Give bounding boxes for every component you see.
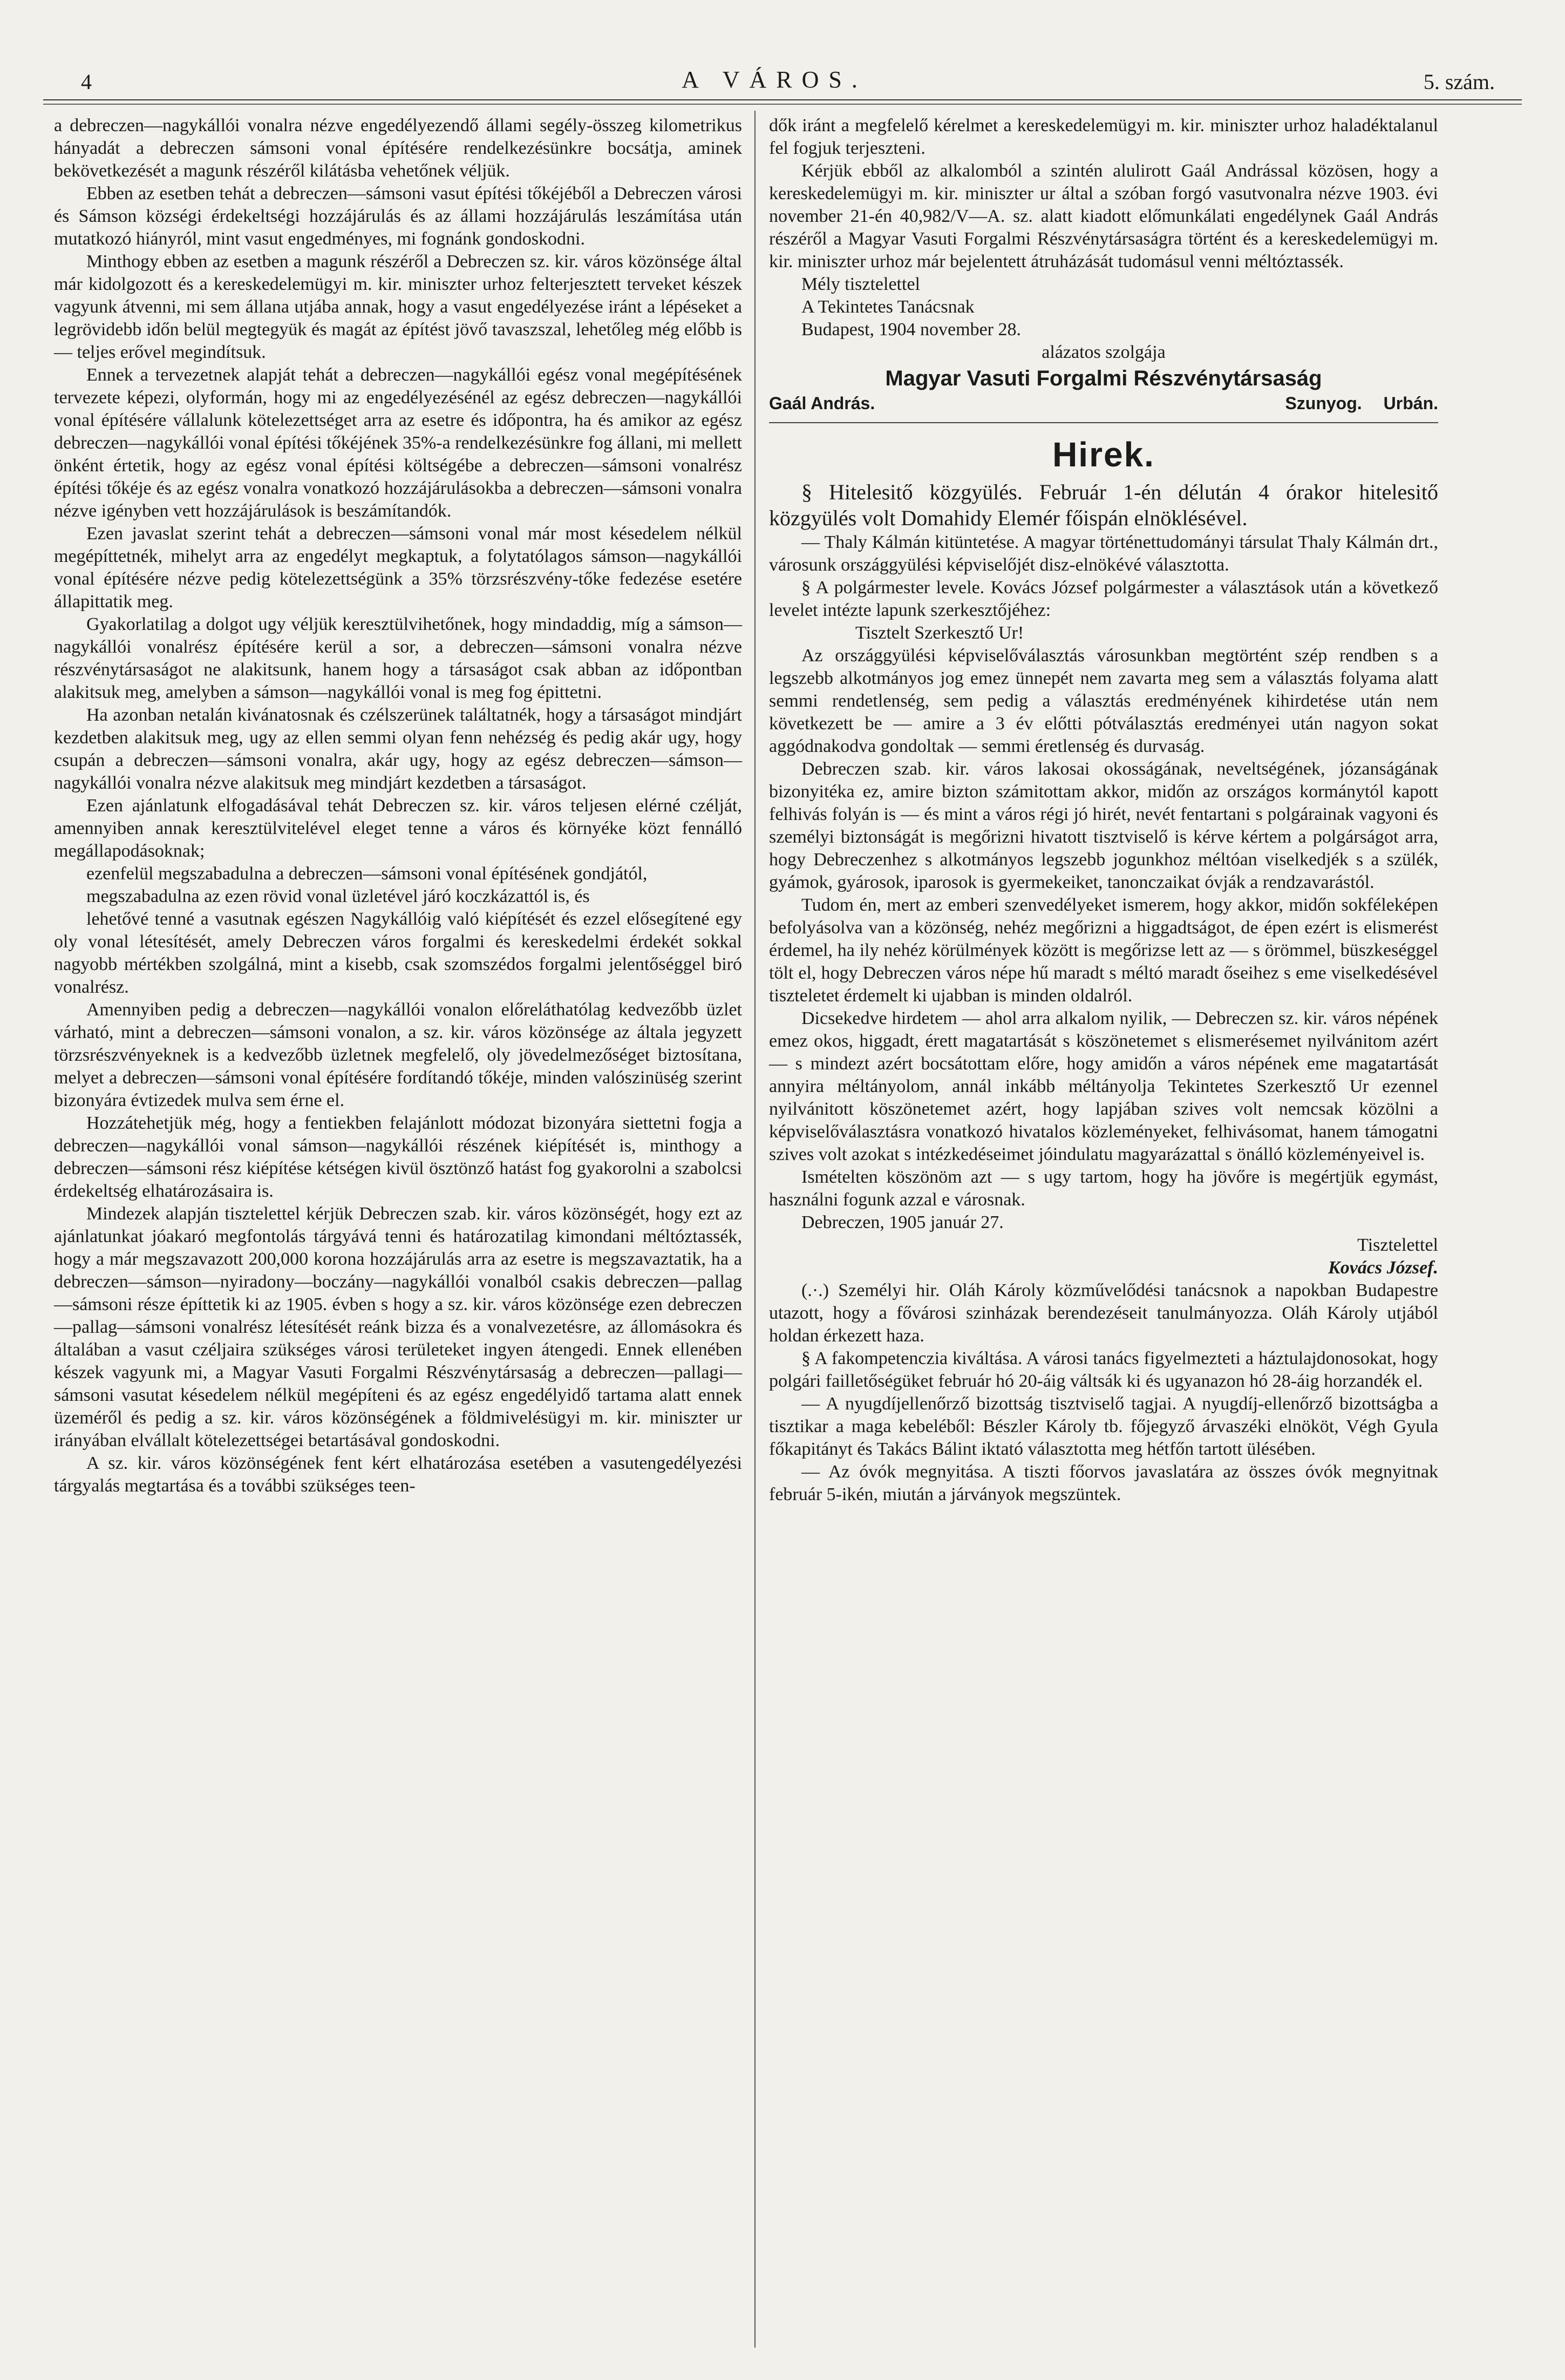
letter-paragraph: Az országgyülési képviselőválasztás városunkban megtörtént szép rendben s a legszebb alkotmányos jog emez ünnepét nem zavarta meg sem a választás folyama alatt semmi rendetlenség, sem pedig a választás eredményének kihirdetése után nem következett be — amire a 3 év előtti pótválasztás eredményei után nagyon sokat aggódnakodva gondoltak — semmi éretlenség és durvaság.	[769, 646, 1438, 756]
signer-name: Szunyog.	[1285, 394, 1362, 413]
page-header	[43, 64, 1506, 101]
issue-number: 5. szám.	[1423, 70, 1495, 94]
paragraph: Kérjük ebből az alkalomból a szintén alulirott Gaál Andrással közösen, hogy a kereskedelemügyi m. kir. miniszter ur által a szóban forgó vasutvonalra nézve 1903. évi november 21-én 40,982/V—A. sz. alatt kiadott előmunkálati engedélynek Gaál András részéről a Magyar Vasuti Forgalmi Részvénytársaságra történt és a kereskedelemügyi m. kir. miniszter urhoz már bejelentett átruházását tudomásul venni méltóztassék.	[769, 161, 1438, 272]
salutation: Mély tisztelettel	[801, 274, 920, 294]
paragraph: lehetővé tenné a vasutnak egészen Nagykállóig való kiépítését és ezzel elősegítené egy oly vonal létesítését, amely Debreczen város forgalmi és kereskedelmi érdekét sokkal nagyobb mértékben szolgálná, mint a kisebb, csak szomszédos forgalmi jelentőséggel biró vonalrész.	[54, 909, 742, 997]
paragraph: Amennyiben pedig a debreczen—nagykállói vonalon előreláthatólag kedvezőbb üzlet várható, mint a debreczen—sámsoni vonalon, a sz. kir. város közönsége az általa jegyzett törzsrészvényeknek is a kedvezőbb üzletnek megfelelő, oly jövedelmezőséget biztosítana, melyet a debreczen—sámsoni vonal építésére fordítandó tőkéje, minden valószinüség szerint bizonyára évtizedek mulva sem érne el.	[54, 1000, 742, 1110]
news-item: — Az óvók megnyitása. A tiszti főorvos javaslatára az összes óvók megnyitnak február 5-ikén, miután a járványok megszüntek.	[769, 1462, 1438, 1504]
paragraph: Ezen ajánlatunk elfogadásával tehát Debreczen sz. kir. város teljesen elérné czélját, amennyiben annak keresztülvitelével eleget tenne a város és környéke közt fennálló megállapodásoknak;	[54, 796, 742, 861]
paragraph: megszabadulna az ezen rövid vonal üzletével járó koczkázattól is, és	[86, 886, 590, 906]
letter-paragraph: Tudom én, mert az emberi szenvedélyeket ismerem, hogy akkor, midőn sokféleképen befolyásolva van a közönség, nehéz megőrizni a higgadtságot, de épen ezért is elismerést érdemel, ha ily nehéz körülmények között is megőrizse lett az — s örömmel, büszkeséggel tölt el, hogy Debreczen város népe hű maradt s méltó maradt őseihez s eme viselkedésével tiszteletet érdemelt ki ujabban is minden oldalról.	[769, 895, 1438, 1006]
paragraph: ezenfelül megszabadulna a debreczen—sámsoni vonal építésének gondjától,	[86, 864, 648, 884]
news-item: (.·.) Személyi hir. Oláh Károly közművelődési tanácsnok a napokban Budapestre utazott, hogy a fővárosi szinházak berendezéseit tanulmányozza. Oláh Károly utjából holdan érkezett haza.	[769, 1280, 1438, 1346]
paragraph: Ennek a tervezetnek alapját tehát a debreczen—nagykállói egész vonal megépítésének tervezete képezi, olyformán, hogy mi az engedélyezésénél az egész debreczen—nagykállói vonal építésére vállalunk kötelezettséget arra az esetre és időpontra, ha és amikor az egész debreczen—nagykállói vonal építési tőkéjének 35%-a rendelkezésünkre fog állani, mi mellett önként értetik, hogy az egész vonal építési költségébe a debreczen—sámsoni vonalrész építési tőkéje és az egész vonalra vonatkozó hozzájárulásokba a debreczen—sámsoni vonalra nézve igényben vett hozzájárulások is beszámítandók.	[54, 365, 742, 521]
right-column	[769, 114, 1438, 2348]
letter-signature: Kovács József.	[1328, 1258, 1438, 1278]
paragraph: A sz. kir. város közönségének fent kért elhatározása esetében a vasutengedélyezési tárgyalás megtartása és a további szükséges teen-	[54, 1453, 742, 1496]
paragraph: Ebben az esetben tehát a debreczen—sámsoni vasut építési tőkéjéből a Debreczen városi és Sámson községi érdekeltségi hozzájárulás és az állami hozzájárulás leszámítása után mutatkozó hiányról, mint vasut engedményes, mi fognánk gondoskodni.	[54, 184, 742, 249]
paragraph: Ha azonban netalán kivánatosnak és czélszerünek találtatnék, hogy a társaságot mindjárt kezdetben alakitsuk meg, ugy az ellen semmi olyan fenn nehézség és pedig akár ugy, hogy csupán a debreczen—sámsoni vonalra, akár ugy, hogy az egész debreczen—sámson—nagykállói vonalra nézve alakitsuk meg mindjárt kezdetben a társaságot.	[54, 705, 742, 793]
letter-paragraph: Dicsekedve hirdetem — ahol arra alkalom nyilik, — Debreczen sz. kir. város népének emez okos, higgadt, érett magatartását s köszönetemet s elismerésemet nyilvánitom azért — s mindezt azért bocsátottam előre, hogy amidőn a város népének eme magatartását annyira méltányolom, annál inkább méltányolja Tekintetes Szerkesztő Ur ezennel nyilvánitott köszönetemet azért, hogy lapjában szives volt nemcsak közölni a képviselőválasztásra vonatkozó hivatalos közleményeket, felhivásomat, hanem támogatni szives volt azokat s intézkedéseimet jóindulatu magyarázattal s önálló közleményeivel is.	[769, 1008, 1438, 1164]
news-item: — Thaly Kálmán kitüntetése. A magyar történettudományi társulat Thaly Kálmán drt., városunk országgyülési képviselőjét disz-elnökévé választotta.	[769, 532, 1438, 575]
news-item: § Hitelesitő közgyülés. Február 1-én délután 4 órakor hitelesitő közgyülés volt Domahidy Elemér főispán elnöklésével.	[769, 480, 1438, 530]
news-item: — A nyugdíjellenőrző bizottság tisztviselő tagjai. A nyugdíj-ellenőrző bizottságba a tisztikar a maga kebeléből: Bészler Károly tb. főjegyző árvaszéki elnököt, Végh Gyula főkapitányt és Takács Bálint iktató választotta meg hétfőn tartott ülésében.	[769, 1394, 1438, 1459]
header-rule	[43, 99, 1522, 105]
paragraph: Ezen javaslat szerint tehát a debreczen—sámsoni vonal már most késedelem nélkül megépíttetnék, mihelyt arra az engedélyt megkaptuk, a folytatólagos sámson—nagykállói vonal építésére nézve pedig kötelezettségünk a 35% törzsrészvény-tőke fedezése esetére állapittatik meg.	[54, 524, 742, 612]
recipient: A Tekintetes Tanácsnak	[801, 297, 975, 317]
letter-address: Tisztelt Szerkesztő Ur!	[855, 623, 1024, 643]
paragraph: Hozzátehetjük még, hogy a fentiekben felajánlott módozat bizonyára siettetni fogja a debreczen—nagykállói vonal sámson—nagykállói részének kiépítését is, minthogy a debreczen—sámsoni rész kiépítése kétségen kivül ösztönző hatást fog gyakorolni a szabolcsi érdekeltség elhatározásaira is.	[54, 1113, 742, 1201]
letter-date: Debreczen, 1905 január 27.	[801, 1212, 1004, 1232]
letter-paragraph: Debreczen szab. kir. város lakosai okosságának, neveltségének, józanságának bizonyitéka ez, amire bizton számitottam akkor, midőn az országos kormánytól kapott felhivás folyán is — és mint a város régi jó hirét, nevét fentartani s polgárainak vagyoni és személyi biztonságát is megőrizni hivatott tisztviselő is kérve kértem a polgárságot arra, hogy Debreczenhez s alkotmányos legszebb jogunkhoz méltóan viselkedjék s a szülék, gyámok, gyárosok, iparosok is gyermekeiket, tanonczaikat óvják a rendzavarástól.	[769, 759, 1438, 892]
paragraph: a debreczen—nagykállói vonalra nézve engedélyezendő állami segély-összeg kilometrikus hányadát a debreczen sámsoni vonal építésére rendelkezésünkre bocsátja, aminek bekövetkezését a magunk részéről kilátásba vehetőnek véljük.	[54, 116, 742, 181]
paragraph: Minthogy ebben az esetben a magunk részéről a Debreczen sz. kir. város közönsége által már kidolgozott és a kereskedelemügyi m. kir. miniszter urhoz felterjesztett terveket készek vagyunk átvenni, mi sem állana utjába annak, hogy a vasut engedélyezése iránt a lépéseket a legrövidebb időn belül megtegyük és magát az építést jövő tavaszszal, lehetőleg még előbb is — teljes erővel megindítsuk.	[54, 252, 742, 362]
section-divider	[769, 422, 1438, 423]
column-divider	[754, 111, 756, 2348]
paragraph: dők iránt a megfelelő kérelmet a kereskedelemügyi m. kir. miniszter urhoz haladéktalanul fel fogjuk terjeszteni.	[769, 116, 1438, 158]
paragraph: Gyakorlatilag a dolgot ugy véljük keresztülvihetőnek, hogy mindaddig, míg a sámson—nagykállói vonalrész építésére kerül a sor, a debreczen—sámsoni vonalra nézve részvénytársaságot ne alakitsunk, hanem hogy a társaságot csak abban az időpontban alakitsuk meg, amelyben a sámson—nagykállói vonal is meg fog épittetni.	[54, 614, 742, 702]
company-signature: Magyar Vasuti Forgalmi Részvénytársaság	[885, 367, 1322, 390]
news-section-title: Hirek.	[1052, 435, 1155, 474]
news-item: § A polgármester levele. Kovács József polgármester a választások után a következő levelet intézte lapunk szerkesztőjéhez:	[769, 578, 1438, 620]
page-number: 4	[81, 70, 92, 94]
newspaper-title: A VÁROS.	[682, 66, 867, 93]
news-item: § A fakompetenczia kiváltása. A városi tanács figyelmezteti a háztulajdonosokat, hogy polgári failletőségüket február hó 20-áig váltsák ki és ugyanazon hó 28-áig horzandék el.	[769, 1348, 1438, 1391]
letter-closing: Tisztelettel	[1357, 1235, 1438, 1255]
letter-paragraph: Ismételten köszönöm azt — s ugy tartom, hogy ha jövőre is megértjük egymást, használni fogunk azzal e városnak.	[769, 1167, 1438, 1210]
place-date: Budapest, 1904 november 28.	[801, 320, 1021, 340]
signer-name: Gaál András.	[769, 394, 875, 413]
closing: alázatos szolgája	[1042, 342, 1166, 362]
signers	[769, 392, 1438, 415]
paragraph: Mindezek alapján tisztelettel kérjük Debreczen szab. kir. város közönségét, hogy ezt az ajánlatunkat jóakaró megfontolás tárgyává tenni és határozatilag kimondani méltóztassék, hogy a már megszavazott 200,000 korona hozzájárulás arra az esetre is megszavaztatik, ha a debreczen—sámson—nyiradony—boczány—nagykállói vonalból csakis debreczen—pallag—sámsoni része építtetik ki az 1905. évben s hogy a sz. kir. város közönsége ezen debreczen—pallag—sámsoni vonalrész létesítését reánk bizza és a vonalvezetésre, az állomásokra és általában a vasut czéljaira szükséges városi területeket ingyen átengedi. Ennek ellenében készek vagyunk mi, a Magyar Vasuti Forgalmi Részvénytársaság a debreczen—pallagi—sámsoni vasutat késedelem nélkül megépíteni és az egész engedélyidő tartama alatt ennek üzeméről és pedig a sz. kir. város közönségének a földmivelésügyi m. kir. miniszter ur irányában elvállalt kötelezettségei betartásával gondoskodni.	[54, 1204, 742, 1450]
left-column	[54, 114, 742, 2348]
signer-name: Urbán.	[1383, 394, 1438, 413]
